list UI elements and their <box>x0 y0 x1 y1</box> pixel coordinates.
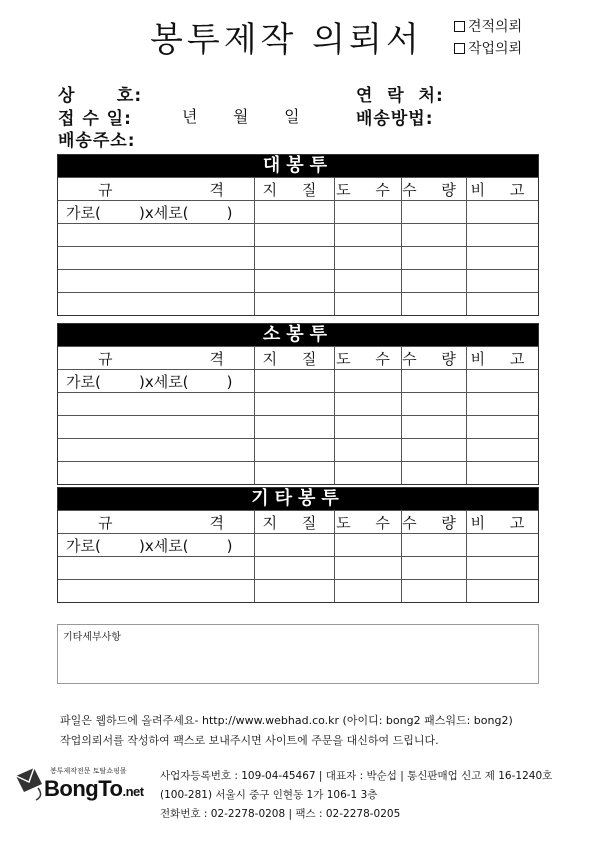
column-header-row <box>58 346 538 369</box>
paper-cell[interactable] <box>254 439 334 461</box>
quantity-cell[interactable] <box>401 224 466 246</box>
column-size-label-2: 격 <box>209 513 224 532</box>
colors-cell[interactable] <box>334 224 401 246</box>
column-size-label-2: 격 <box>209 180 224 199</box>
size-input-template: 가로( )x세로( ) <box>66 536 233 555</box>
large-envelope-table <box>57 154 539 316</box>
business-registration-text: 사업자등록번호 : 109-04-45467 | 대표자 : 박순섭 | 통신판매업 신고 제 16-1240호 <box>160 770 553 782</box>
column-size-label-1: 규 <box>98 513 113 532</box>
remarks-cell[interactable] <box>466 462 538 484</box>
colors-cell[interactable] <box>334 393 401 415</box>
column-paper-header: 지 질 <box>254 347 334 369</box>
quantity-cell[interactable] <box>401 393 466 415</box>
received-date-label: 접 수 일: <box>58 109 132 129</box>
document-title: 봉투제작 의뢰서 <box>150 20 423 60</box>
remarks-cell[interactable] <box>466 557 538 579</box>
size-cell[interactable] <box>58 416 254 438</box>
paper-cell[interactable] <box>254 580 334 602</box>
size-cell[interactable] <box>58 393 254 415</box>
section-header: 대봉투 <box>58 155 538 177</box>
paper-cell[interactable] <box>254 293 334 315</box>
paper-cell[interactable] <box>254 370 334 392</box>
column-colors-header: 도 수 <box>334 347 401 369</box>
table-row <box>58 392 538 415</box>
remarks-cell[interactable] <box>466 247 538 269</box>
table-row <box>58 269 538 292</box>
remarks-cell[interactable] <box>466 393 538 415</box>
colors-cell[interactable] <box>334 370 401 392</box>
table-row <box>58 438 538 461</box>
section-header: 기타봉투 <box>58 488 538 510</box>
colors-cell[interactable] <box>334 270 401 292</box>
column-remarks-header: 비 고 <box>466 511 538 533</box>
table-row <box>58 292 538 315</box>
paper-cell[interactable] <box>254 201 334 223</box>
column-quantity-header: 수 량 <box>401 511 466 533</box>
column-quantity-header: 수 량 <box>401 178 466 200</box>
remarks-cell[interactable] <box>466 224 538 246</box>
paper-cell[interactable] <box>254 416 334 438</box>
upload-info-text: 파일은 웹하드에 올려주세요- http://www.webhad.co.kr (아이디: bong2 패스워드: bong2) <box>60 714 513 727</box>
quote-request-label: 견적의뢰 <box>468 19 523 35</box>
checkbox-square-icon[interactable] <box>454 43 465 54</box>
quantity-cell[interactable] <box>401 370 466 392</box>
column-colors-header: 도 수 <box>334 511 401 533</box>
small-envelope-table <box>57 323 539 485</box>
table-row <box>58 556 538 579</box>
column-size-label-1: 규 <box>98 180 113 199</box>
paper-cell[interactable] <box>254 534 334 556</box>
size-cell[interactable] <box>58 201 254 223</box>
other-details-label: 기타세부사항 <box>63 632 121 643</box>
other-details-box[interactable] <box>57 624 539 684</box>
column-size-header <box>58 511 254 533</box>
remarks-cell[interactable] <box>466 201 538 223</box>
checkbox-square-icon[interactable] <box>454 21 465 32</box>
column-quantity-header: 수 량 <box>401 347 466 369</box>
remarks-cell[interactable] <box>466 370 538 392</box>
paper-cell[interactable] <box>254 247 334 269</box>
column-size-header <box>58 347 254 369</box>
fax-info-text: 작업의뢰서를 작성하여 팩스로 보내주시면 사이트에 주문을 대신하여 드립니다. <box>60 734 439 747</box>
work-request-checkbox[interactable] <box>454 38 522 58</box>
table-row <box>58 200 538 223</box>
other-envelope-table <box>57 487 539 603</box>
column-remarks-header: 비 고 <box>466 178 538 200</box>
size-cell[interactable] <box>58 293 254 315</box>
quote-request-checkbox[interactable] <box>454 16 522 36</box>
remarks-cell[interactable] <box>466 416 538 438</box>
work-request-label: 작업의뢰 <box>468 41 523 57</box>
logo-tagline: 봉투제작전문 토탈쇼핑몰 <box>50 767 127 775</box>
received-date-placeholder: 년 월 일 <box>182 107 300 126</box>
table-row <box>58 461 538 484</box>
company-field-label: 상 호: <box>58 86 143 106</box>
size-cell[interactable] <box>58 439 254 461</box>
remarks-cell[interactable] <box>466 293 538 315</box>
shipping-method-label: 배송방법: <box>356 109 434 129</box>
remarks-cell[interactable] <box>466 439 538 461</box>
column-paper-header: 지 질 <box>254 511 334 533</box>
section-header: 소봉투 <box>58 324 538 346</box>
size-cell[interactable] <box>58 557 254 579</box>
quantity-cell[interactable] <box>401 534 466 556</box>
colors-cell[interactable] <box>334 439 401 461</box>
paper-cell[interactable] <box>254 393 334 415</box>
table-row <box>58 533 538 556</box>
logo-brand: BongTo <box>44 776 123 801</box>
paper-cell[interactable] <box>254 462 334 484</box>
remarks-cell[interactable] <box>466 580 538 602</box>
column-paper-header: 지 질 <box>254 178 334 200</box>
table-row <box>58 579 538 602</box>
size-cell[interactable] <box>58 224 254 246</box>
paper-cell[interactable] <box>254 270 334 292</box>
colors-cell[interactable] <box>334 416 401 438</box>
quantity-cell[interactable] <box>401 580 466 602</box>
address-text: (100-281) 서울시 중구 인현동 1가 106-1 3층 <box>160 789 378 801</box>
table-row <box>58 246 538 269</box>
quantity-cell[interactable] <box>401 247 466 269</box>
column-size-header <box>58 178 254 200</box>
table-row <box>58 415 538 438</box>
column-remarks-header: 비 고 <box>466 347 538 369</box>
size-cell[interactable] <box>58 247 254 269</box>
paper-cell[interactable] <box>254 224 334 246</box>
paper-cell[interactable] <box>254 557 334 579</box>
quantity-cell[interactable] <box>401 270 466 292</box>
quantity-cell[interactable] <box>401 439 466 461</box>
size-cell[interactable] <box>58 580 254 602</box>
size-cell[interactable] <box>58 270 254 292</box>
quantity-cell[interactable] <box>401 293 466 315</box>
column-size-label-2: 격 <box>209 349 224 368</box>
envelope-logo-icon <box>14 766 44 802</box>
size-cell[interactable] <box>58 462 254 484</box>
quantity-cell[interactable] <box>401 416 466 438</box>
colors-cell[interactable] <box>334 201 401 223</box>
remarks-cell[interactable] <box>466 270 538 292</box>
table-row <box>58 369 538 392</box>
shipping-address-label: 배송주소: <box>58 131 136 151</box>
phone-fax-text: 전화번호 : 02-2278-0208 | 팩스 : 02-2278-0205 <box>160 808 401 820</box>
size-input-template: 가로( )x세로( ) <box>66 203 233 222</box>
column-header-row <box>58 177 538 200</box>
size-cell[interactable] <box>58 534 254 556</box>
colors-cell[interactable] <box>334 247 401 269</box>
size-input-template: 가로( )x세로( ) <box>66 372 233 391</box>
colors-cell[interactable] <box>334 580 401 602</box>
remarks-cell[interactable] <box>466 534 538 556</box>
colors-cell[interactable] <box>334 293 401 315</box>
column-colors-header: 도 수 <box>334 178 401 200</box>
logo-suffix: .net <box>122 784 144 799</box>
colors-cell[interactable] <box>334 462 401 484</box>
quantity-cell[interactable] <box>401 201 466 223</box>
colors-cell[interactable] <box>334 557 401 579</box>
size-cell[interactable] <box>58 370 254 392</box>
column-header-row <box>58 510 538 533</box>
bongto-logo <box>14 762 154 806</box>
table-row <box>58 223 538 246</box>
colors-cell[interactable] <box>334 534 401 556</box>
quantity-cell[interactable] <box>401 557 466 579</box>
column-size-label-1: 규 <box>98 349 113 368</box>
quantity-cell[interactable] <box>401 462 466 484</box>
contact-field-label: 연 락 처: <box>356 86 444 106</box>
